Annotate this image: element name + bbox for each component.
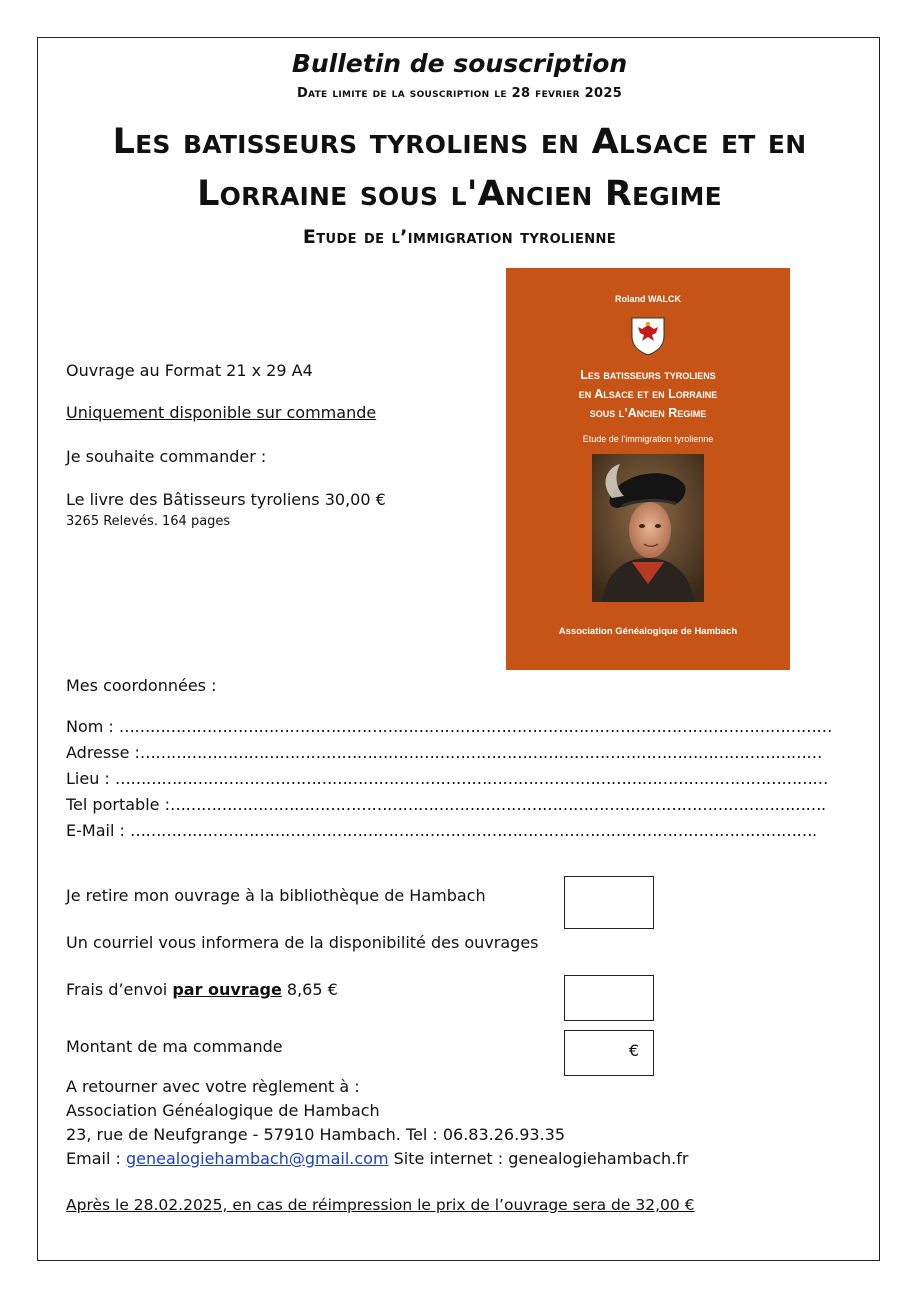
- email-label: E-Mail :: [66, 821, 130, 840]
- bulletin-heading: Bulletin de souscription: [291, 49, 628, 78]
- deadline-text: Date limite de la souscription le 28 fevrier 2025: [296, 86, 623, 101]
- title-line-1: Les batisseurs tyroliens en Alsace et en: [112, 122, 807, 162]
- address-field[interactable]: [66, 743, 822, 762]
- subtitle: Etude de l’immigration tyrolienne: [302, 226, 617, 248]
- total-label: Montant de ma commande: [66, 1037, 283, 1056]
- name-field[interactable]: [66, 717, 832, 736]
- email-dots: …………………………………………………………………………………………………………………….: [129, 821, 817, 840]
- phone-field[interactable]: [66, 795, 826, 814]
- return-contact: Email : genealogiehambach@gmail.com Site internet : genealogiehambach.fr: [66, 1149, 689, 1168]
- shipping-label: Frais d’envoi par ouvrage 8,65 €: [66, 980, 338, 999]
- cover-title: Les batisseurs tyroliens en Alsace et en Lorraine sous l’Ancien Regime: [578, 368, 718, 420]
- address-label: Adresse :: [66, 743, 140, 762]
- book-line: Le livre des Bâtisseurs tyroliens 30,00 €: [66, 490, 386, 509]
- euro-symbol: €: [628, 1041, 639, 1060]
- return-address: 23, rue de Neufgrange - 57910 Hambach. Tel : 06.83.26.93.35: [66, 1125, 565, 1144]
- footer-note: Après le 28.02.2025, en cas de réimpression le prix de l’ouvrage sera de 32,00 €: [66, 1196, 695, 1214]
- availability-text: Uniquement disponible sur commande: [66, 403, 377, 422]
- cover-publisher: Association Généalogique de Hambach: [558, 626, 738, 637]
- format-text: Ouvrage au Format 21 x 29 A4: [66, 361, 313, 380]
- book-cover: [506, 268, 790, 670]
- name-dots: …………………………………………………………………………………………………………………………: [118, 717, 832, 736]
- email-notice: Un courriel vous informera de la disponibilité des ouvrages: [66, 933, 539, 952]
- return-heading: A retourner avec votre règlement à :: [66, 1077, 360, 1096]
- contact-heading: Mes coordonnées :: [66, 676, 217, 695]
- website-text: Site internet : genealogiehambach.fr: [388, 1149, 689, 1168]
- order-prompt: Je souhaite commander :: [66, 447, 267, 466]
- phone-dots: ……………………………………………………………………………………………………………….: [169, 795, 826, 814]
- place-label: Lieu :: [66, 769, 115, 788]
- pickup-label: Je retire mon ouvrage à la bibliothèque de Hambach: [66, 886, 486, 905]
- place-dots: …………………………………………………………………………………………………………………………: [114, 769, 828, 788]
- tyrol-shield-icon: [630, 316, 666, 356]
- return-org: Association Généalogique de Hambach: [66, 1101, 380, 1120]
- shipping-checkbox[interactable]: [564, 975, 654, 1021]
- portrait-image: [592, 454, 704, 602]
- email-field[interactable]: [66, 821, 817, 840]
- cover-subtitle: Etude de l’immigration tyrolienne: [582, 434, 714, 444]
- name-label: Nom :: [66, 717, 119, 736]
- email-link[interactable]: genealogiehambach@gmail.com: [125, 1149, 389, 1168]
- total-amount-field[interactable]: [564, 1030, 654, 1076]
- address-dots: ……………………………………………………………………………………………………………………: [139, 743, 822, 762]
- pickup-checkbox[interactable]: [564, 876, 654, 929]
- place-field[interactable]: [66, 769, 828, 788]
- phone-label: Tel portable :: [66, 795, 170, 814]
- book-details: 3265 Relevés. 164 pages: [66, 514, 231, 529]
- cover-author: Roland WALCK: [615, 294, 681, 304]
- title-line-2: Lorraine sous l'Ancien Regime: [197, 174, 722, 214]
